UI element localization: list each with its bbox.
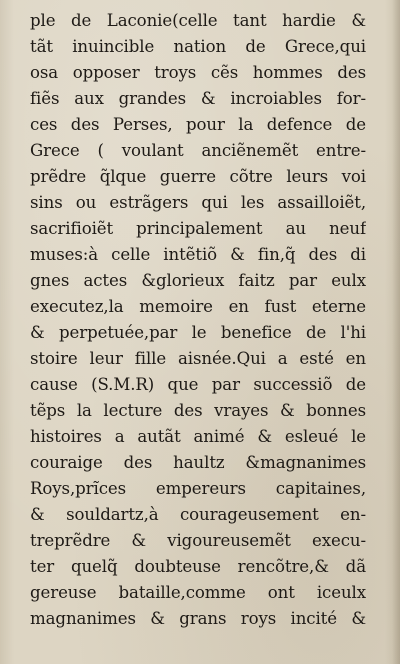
text-line: Grece ( voulant anciẽnemẽt entre- [30,141,366,160]
text-line: Roys,prĩces empereurs capitaines, [30,479,366,498]
text-line: treprẽdre & vigoureusemẽt execu- [30,531,366,550]
text-line: osa opposer troys cẽs hommes des [30,63,366,82]
text-line: muses:à celle intẽtiõ & fin,q̃ des di [30,245,366,264]
text-line: ces des Perses, pour la defence de [30,115,366,134]
page-text [30,8,366,632]
text-line: & perpetuée,par le benefice de l'hi [30,323,366,342]
text-line: histoires a autãt animé & esleué le [30,427,366,446]
text-line: stoire leur fille aisnée.Qui a esté en [30,349,366,368]
text-line: gereuse bataille,comme ont iceulx [30,583,366,602]
text-line: magnanimes & grans roys incité & [30,609,366,628]
text-line: cause (S.M.R) que par successiõ de [30,375,366,394]
text-line: prẽdre q̃lque guerre cõtre leurs voi [30,167,366,186]
text-line: couraige des haultz &magnanimes [30,453,366,472]
text-line: tãt inuincible nation de Grece,qui [30,37,366,56]
text-line: ple de Laconie(celle tant hardie & [30,11,366,30]
text-line: ter quelq̃ doubteuse rencõtre,& dã [30,557,366,576]
text-line: gnes actes &glorieux faitz par eulx [30,271,366,290]
text-line: tẽps la lecture des vrayes & bonnes [30,401,366,420]
text-line: fiẽs aux grandes & incroiables for- [30,89,366,108]
text-line: & souldartz,à courageusement en- [30,505,366,524]
text-line: sins ou estrãgers qui les assailloiẽt, [30,193,366,212]
text-line: sacrifioiẽt principalement au neuf [30,219,366,238]
page-edge-shadow [392,0,400,664]
text-line: executez,la memoire en fust eterne [30,297,366,316]
